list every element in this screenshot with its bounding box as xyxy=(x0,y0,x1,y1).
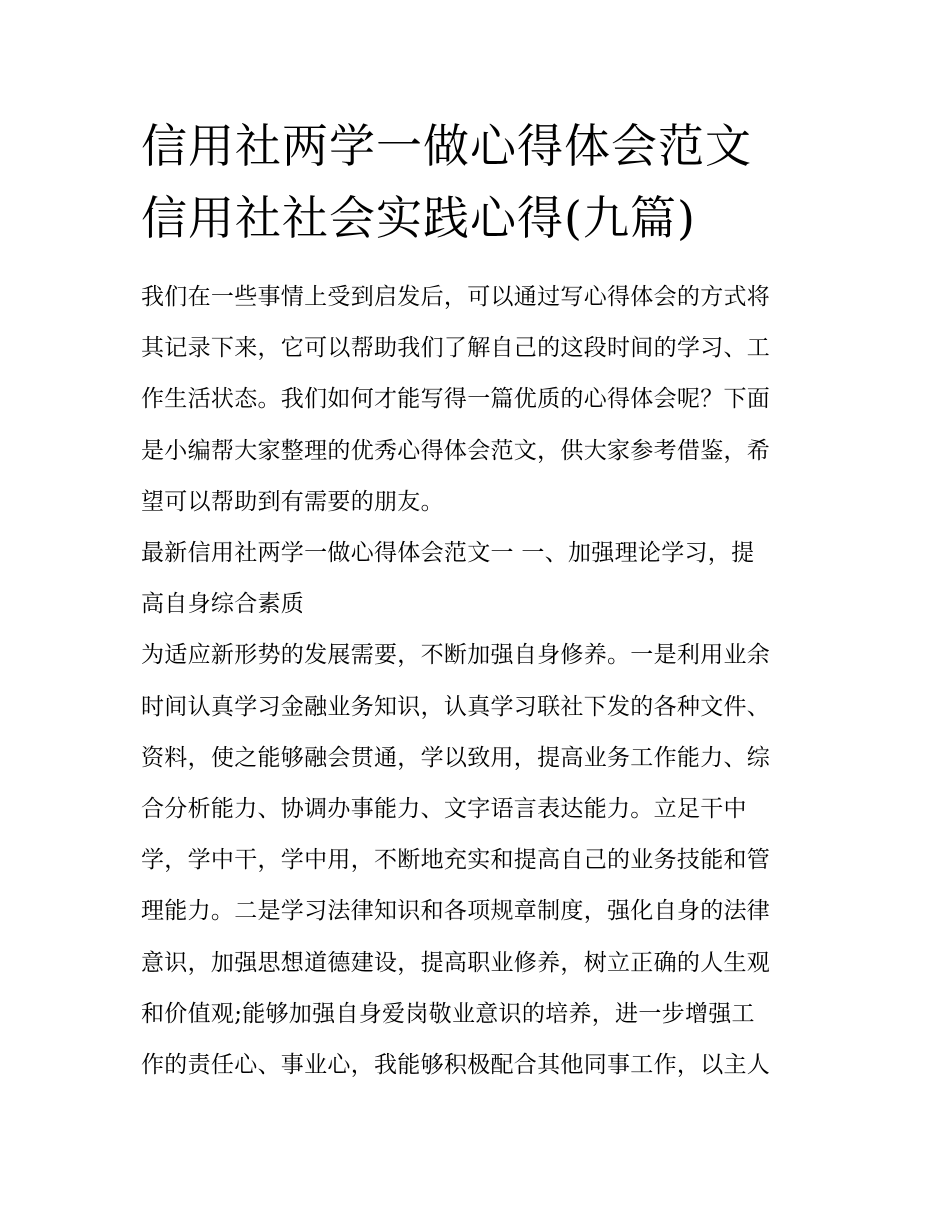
title-line: 信用社两学一做心得体会范文 xyxy=(141,119,752,173)
body-line: 作的责任心、事业心，我能够积极配合其他同事工作，以主人 xyxy=(141,1052,771,1079)
body-line: 其记录下来，它可以帮助我们了解自己的这段时间的学习、工 xyxy=(141,335,771,362)
body-line: 为适应新形势的发展需要，不断加强自身修养。一是利用业余 xyxy=(141,642,771,669)
body-line: 意识，加强思想道德建设，提高职业修养，树立正确的人生观 xyxy=(141,949,771,976)
body-line: 我们在一些事情上受到启发后，可以通过写心得体会的方式将 xyxy=(141,284,771,310)
document-title xyxy=(141,110,813,254)
document-body xyxy=(141,272,813,1091)
body-line: 资料，使之能够融会贯通，学以致用，提高业务工作能力、综 xyxy=(141,744,771,771)
body-line: 作生活状态。我们如何才能写得一篇优质的心得体会呢？下面 xyxy=(141,386,771,413)
body-line: 学，学中干，学中用，不断地充实和提高自己的业务技能和管 xyxy=(141,847,771,874)
body-line: 是小编帮大家整理的优秀心得体会范文，供大家参考借鉴，希 xyxy=(141,437,771,464)
section-heading-line: 最新信用社两学一做心得体会范文一 一、加强理论学习，提 xyxy=(141,540,755,567)
body-line: 合分析能力、协调办事能力、文字语言表达能力。立足干中 xyxy=(141,796,747,823)
body-line: 理能力。二是学习法律知识和各项规章制度，强化自身的法律 xyxy=(141,898,771,925)
section-heading-line: 高自身综合素质 xyxy=(141,591,305,618)
document-page xyxy=(141,110,813,1091)
body-line: 时间认真学习金融业务知识，认真学习联社下发的各种文件、 xyxy=(141,693,771,720)
body-line: 和价值观;能够加强自身爱岗敬业意识的培养，进一步增强工 xyxy=(141,1000,755,1027)
title-line: 信用社社会实践心得(九篇) xyxy=(141,191,696,245)
body-line: 望可以帮助到有需要的朋友。 xyxy=(141,488,444,515)
